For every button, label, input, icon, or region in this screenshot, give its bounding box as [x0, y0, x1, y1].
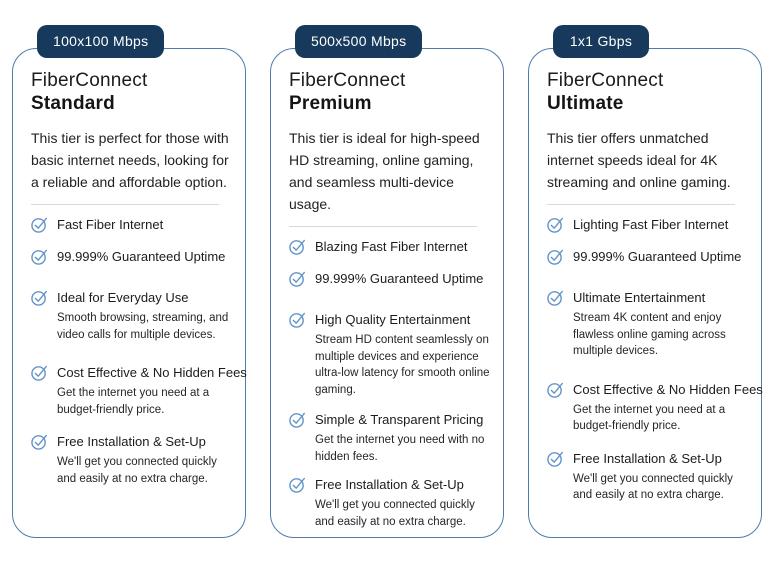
feature-detail: Get the internet you need at a budget-friendly price. — [57, 387, 210, 416]
feature-title: Lighting Fast Fiber Internet — [573, 217, 729, 232]
check-circle-icon — [547, 248, 564, 265]
feature-item — [547, 380, 763, 435]
feature-item — [547, 215, 753, 234]
plan-tier: Ultimate — [547, 93, 624, 114]
speed-badge: 100x100 Mbps — [37, 25, 164, 58]
feature-title: Free Installation & Set-Up — [57, 434, 206, 449]
feature-item — [31, 363, 247, 418]
feature-title: Ideal for Everyday Use — [57, 290, 189, 305]
plan-description: This tier is ideal for high-speed HD streaming, online gaming, and seamless multi-device usage. — [289, 130, 480, 212]
check-circle-icon — [31, 433, 48, 450]
feature-detail: Get the internet you need at a budget-friendly price. — [573, 403, 726, 432]
plan-brand: FiberConnect — [547, 70, 664, 91]
plan-tier: Premium — [289, 93, 372, 114]
feature-title: 99.999% Guaranteed Uptime — [573, 249, 742, 264]
plan-card-ultimate — [528, 33, 763, 538]
feature-detail: We'll get you connected quickly and easily at no extra charge. — [57, 456, 217, 485]
check-circle-icon — [547, 216, 564, 233]
feature-title: Ultimate Entertainment — [573, 290, 706, 305]
divider — [31, 204, 219, 205]
feature-list — [547, 215, 763, 504]
feature-title: Fast Fiber Internet — [57, 217, 164, 232]
plan-brand: FiberConnect — [289, 70, 406, 91]
feature-title: Blazing Fast Fiber Internet — [315, 239, 468, 254]
check-circle-icon — [31, 216, 48, 233]
check-circle-icon — [289, 270, 306, 287]
plan-description: This tier offers unmatched internet speeds ideal for 4K streaming and online gaming. — [547, 130, 731, 190]
check-circle-icon — [289, 311, 306, 328]
check-circle-icon — [31, 248, 48, 265]
feature-list — [289, 237, 495, 530]
feature-item — [289, 310, 495, 398]
plan-description: This tier is perfect for those with basic internet needs, looking for a reliable and affordable option. — [31, 130, 229, 190]
feature-title: High Quality Entertainment — [315, 312, 471, 327]
divider — [289, 226, 477, 227]
feature-detail: We'll get you connected quickly and easily at no extra charge. — [315, 499, 475, 528]
feature-detail: We'll get you connected quickly and easily at no extra charge. — [573, 472, 733, 501]
feature-detail: Get the internet you need with no hidden fees. — [315, 434, 485, 463]
check-circle-icon — [289, 476, 306, 493]
feature-title: Free Installation & Set-Up — [315, 477, 464, 492]
plan-tier: Standard — [31, 93, 115, 114]
feature-title: Cost Effective & No Hidden Fees — [573, 381, 763, 397]
feature-item — [31, 288, 237, 343]
feature-item — [547, 247, 753, 266]
feature-detail: Smooth browsing, streaming, and video calls for multiple devices. — [57, 312, 229, 341]
check-circle-icon — [289, 411, 306, 428]
feature-item — [31, 432, 237, 487]
feature-list — [31, 215, 247, 487]
feature-item — [289, 410, 495, 465]
feature-title: Free Installation & Set-Up — [573, 450, 722, 466]
check-circle-icon — [547, 450, 564, 467]
feature-title: 99.999% Guaranteed Uptime — [315, 271, 484, 286]
feature-title: Cost Effective & No Hidden Fees — [57, 365, 247, 380]
feature-title: 99.999% Guaranteed Uptime — [57, 249, 226, 264]
plan-brand: FiberConnect — [31, 70, 148, 91]
speed-badge: 1x1 Gbps — [553, 25, 649, 58]
feature-item — [289, 475, 495, 530]
check-circle-icon — [547, 289, 564, 306]
feature-item — [31, 247, 237, 266]
feature-item — [289, 269, 495, 288]
feature-item — [547, 449, 753, 504]
feature-detail: Stream 4K content and enjoy flawless online gaming across multiple devices. — [573, 312, 726, 357]
check-circle-icon — [31, 289, 48, 306]
check-circle-icon — [547, 381, 564, 398]
feature-item — [31, 215, 237, 234]
feature-item — [289, 237, 495, 256]
check-circle-icon — [31, 364, 48, 381]
plan-card-premium — [270, 33, 504, 538]
feature-title: Simple & Transparent Pricing — [315, 412, 484, 427]
plan-card-standard — [12, 33, 247, 538]
check-circle-icon — [289, 238, 306, 255]
speed-badge: 500x500 Mbps — [295, 25, 422, 58]
feature-detail: Stream HD content seamlessly on multiple devices and experience ultra-low latency for smooth online gaming. — [315, 334, 490, 396]
feature-item — [547, 288, 753, 360]
divider — [547, 204, 735, 205]
